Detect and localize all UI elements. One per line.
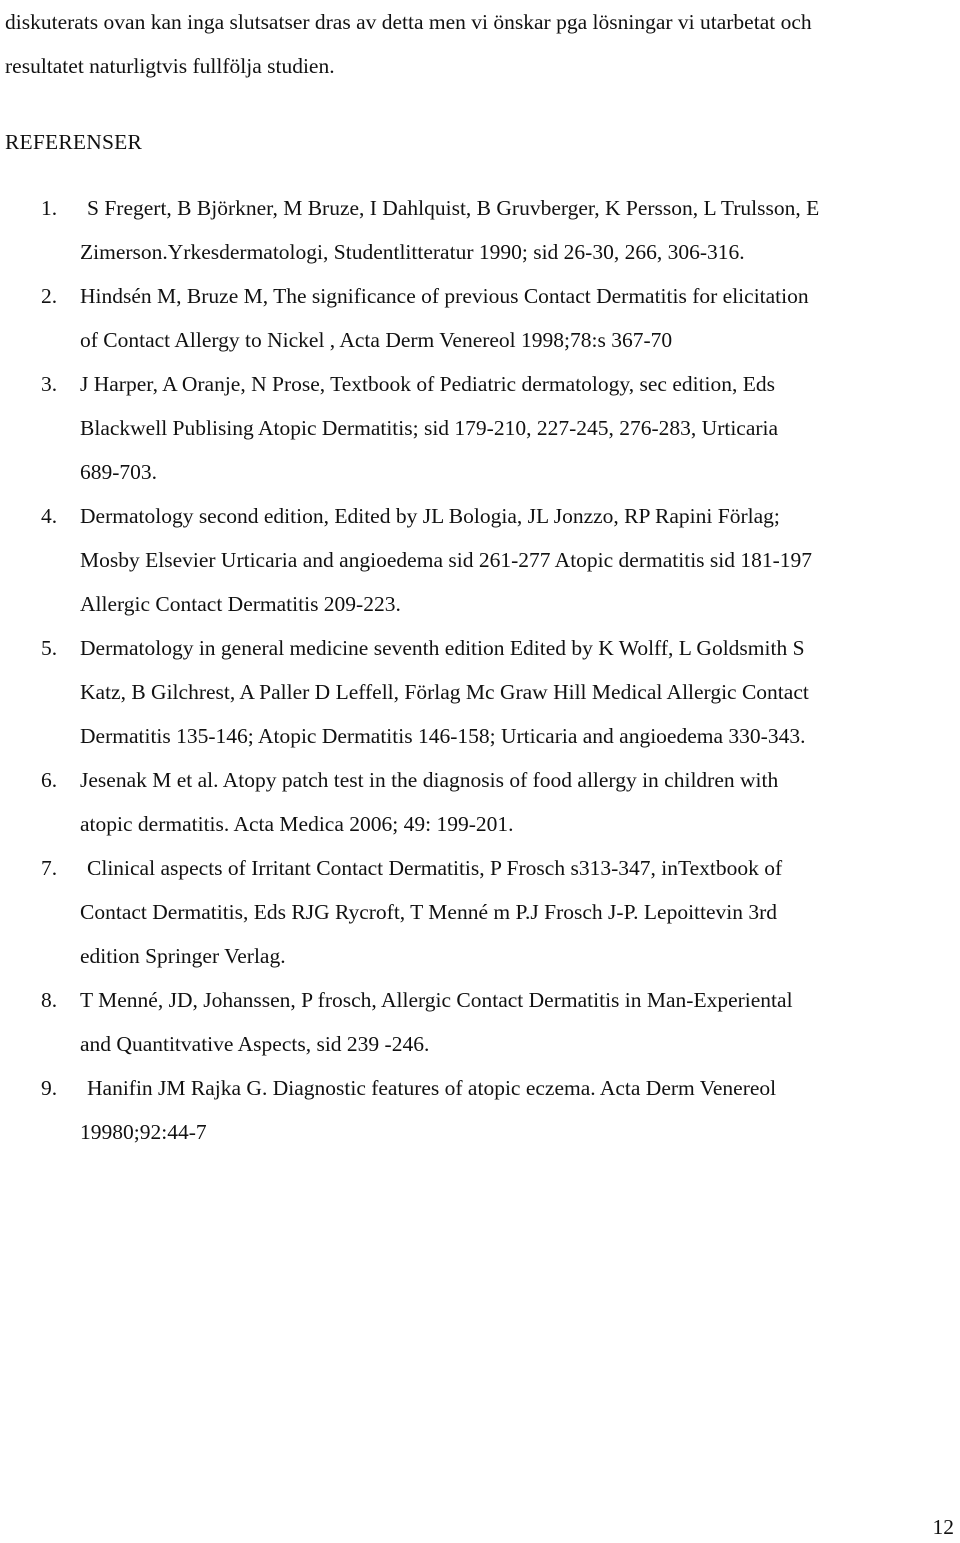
reference-line: 689-703.	[80, 460, 158, 484]
reference-line: atopic dermatitis. Acta Medica 2006; 49: 199-201.	[80, 812, 514, 836]
reference-line: 19980;92:44-7	[80, 1120, 207, 1144]
reference-number: 6.	[41, 768, 58, 792]
reference-item	[0, 494, 960, 626]
reference-line: S Fregert, B Björkner, M Bruze, I Dahlquist, B Gruvberger, K Persson, L Trulsson, E	[87, 196, 820, 220]
reference-item	[0, 626, 960, 758]
reference-number: 5.	[41, 636, 58, 660]
reference-line: Dermatitis 135-146; Atopic Dermatitis 146-158; Urticaria and angioedema 330-343.	[80, 724, 806, 748]
reference-item	[0, 846, 960, 978]
reference-line: Allergic Contact Dermatitis 209-223.	[80, 592, 401, 616]
intro-line: diskuterats ovan kan inga slutsatser dras av detta men vi önskar pga lösningar vi utarbetat och	[5, 10, 812, 34]
reference-line: and Quantitvative Aspects, sid 239 -246.	[80, 1032, 430, 1056]
reference-item	[0, 758, 960, 846]
reference-number: 9.	[41, 1076, 58, 1100]
reference-line: Hindsén M, Bruze M, The significance of previous Contact Dermatitis for elicitation	[80, 284, 809, 308]
reference-number: 1.	[41, 196, 58, 220]
reference-number: 3.	[41, 372, 58, 396]
reference-line: T Menné, JD, Johanssen, P frosch, Allergic Contact Dermatitis in Man-Experiental	[80, 988, 793, 1012]
reference-line: Hanifin JM Rajka G. Diagnostic features of atopic eczema. Acta Derm Venereol	[87, 1076, 777, 1100]
reference-list	[0, 186, 960, 1154]
reference-line: Dermatology in general medicine seventh edition Edited by K Wolff, L Goldsmith S	[80, 636, 805, 660]
reference-line: Katz, B Gilchrest, A Paller D Leffell, Förlag Mc Graw Hill Medical Allergic Contact	[80, 680, 809, 704]
reference-item	[0, 978, 960, 1066]
reference-line: of Contact Allergy to Nickel , Acta Derm Venereol 1998;78:s 367-70	[80, 328, 673, 352]
reference-line: J Harper, A Oranje, N Prose, Textbook of Pediatric dermatology, sec edition, Eds	[80, 372, 776, 396]
intro-line: resultatet naturligtvis fullfölja studien.	[5, 54, 335, 78]
references-heading: REFERENSER	[5, 130, 142, 154]
page-number: 12	[932, 1515, 954, 1539]
reference-number: 8.	[41, 988, 58, 1012]
intro-paragraph	[5, 0, 955, 88]
reference-line: Clinical aspects of Irritant Contact Dermatitis, P Frosch s313-347, inTextbook of	[87, 856, 783, 880]
reference-item	[0, 362, 960, 494]
reference-line: Jesenak M et al. Atopy patch test in the diagnosis of food allergy in children with	[80, 768, 779, 792]
reference-item	[0, 1066, 960, 1154]
reference-item	[0, 274, 960, 362]
reference-line: Blackwell Publising Atopic Dermatitis; sid 179-210, 227-245, 276-283, Urticaria	[80, 416, 779, 440]
reference-line: Dermatology second edition, Edited by JL Bologia, JL Jonzzo, RP Rapini Förlag;	[80, 504, 780, 528]
reference-line: edition Springer Verlag.	[80, 944, 286, 968]
reference-line: Zimerson.Yrkesdermatologi, Studentlitteratur 1990; sid 26-30, 266, 306-316.	[80, 240, 745, 264]
reference-number: 2.	[41, 284, 58, 308]
reference-number: 7.	[41, 856, 58, 880]
reference-item	[0, 186, 960, 274]
reference-line: Contact Dermatitis, Eds RJG Rycroft, T Menné m P.J Frosch J-P. Lepoittevin 3rd	[80, 900, 778, 924]
reference-line: Mosby Elsevier Urticaria and angioedema sid 261-277 Atopic dermatitis sid 181-197	[80, 548, 813, 572]
reference-number: 4.	[41, 504, 58, 528]
